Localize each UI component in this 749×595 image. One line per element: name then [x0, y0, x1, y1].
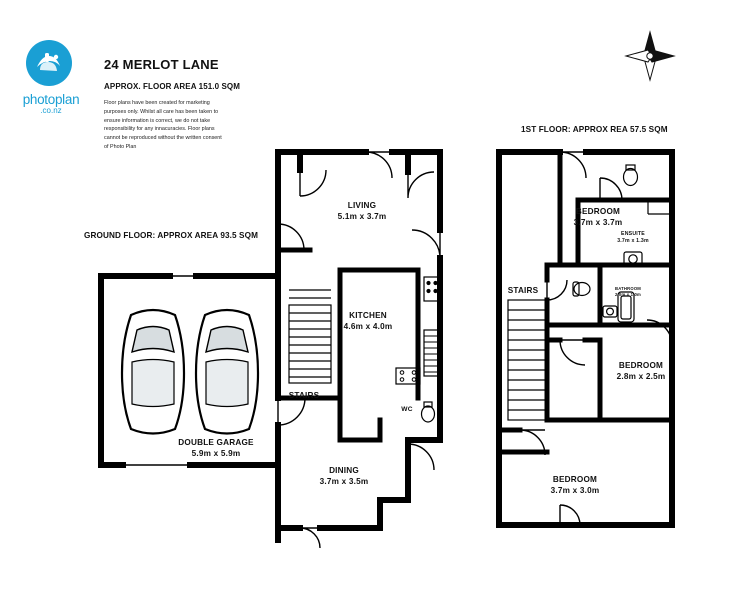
- room-name: DINING: [329, 466, 359, 475]
- room-label-bedroom-3: [520, 474, 630, 496]
- room-label-ensuite: [600, 231, 666, 245]
- room-name: WC: [401, 406, 413, 413]
- room-name: BATHROOM: [615, 286, 641, 291]
- car-icon-left: [122, 310, 184, 434]
- room-dims: 5.1m x 3.7m: [337, 212, 387, 222]
- room-dims: 5.9m x 5.9m: [191, 449, 241, 459]
- room-label-bedroom-1: [549, 206, 647, 228]
- ground-stairs-hatch: [289, 290, 331, 383]
- room-dims: 2.8m x 2.5m: [616, 372, 666, 382]
- disclaimer-text: Floor plans have been created for marketing purposes only. Whilst all care has been taken to ensure information is correct, we do not take responsibility for any innacuracies. Floor plans cannot be reproduced without the written consent of Photo Plan: [104, 100, 222, 150]
- room-dims: 3.7m x 3.7m: [573, 218, 623, 228]
- room-dims: 4.6m x 4.0m: [343, 322, 393, 332]
- logo-line1: photoplan: [22, 92, 80, 107]
- floor-area-subtitle: APPROX. FLOOR AREA 151.0 SQM: [104, 82, 241, 91]
- room-name: STAIRS: [507, 286, 539, 295]
- room-name: LIVING: [347, 201, 377, 210]
- room-label-kitchen: [330, 310, 406, 332]
- first-floor-label: 1ST FLOOR: APPROX REA 57.5 SQM: [521, 125, 668, 134]
- room-name: DOUBLE GARAGE: [178, 438, 254, 447]
- logo-line2: .co.nz: [40, 106, 62, 116]
- first-stairs-hatch: [508, 300, 548, 420]
- room-label-stairs-first: [496, 285, 550, 296]
- room-name: KITCHEN: [349, 311, 387, 320]
- room-label-garage: [152, 437, 280, 459]
- room-name: ENSUITE: [621, 231, 645, 237]
- room-label-dining: [300, 465, 388, 487]
- room-dims: 2.0m x 1.0m: [615, 291, 641, 297]
- page-title: 24 MERLOT LANE: [104, 57, 219, 72]
- room-label-wc: [390, 406, 424, 415]
- ground-floor-label: GROUND FLOOR: APPROX AREA 93.5 SQM: [84, 231, 258, 240]
- room-name: STAIRS: [288, 391, 320, 400]
- room-label-bedroom-2: [592, 360, 690, 382]
- car-icon-right: [196, 310, 258, 434]
- room-name: BEDROOM: [552, 475, 598, 484]
- room-label-stairs-ground: [276, 390, 332, 401]
- room-name: BEDROOM: [575, 207, 621, 216]
- room-dims: 3.7m x 1.3m: [617, 238, 649, 245]
- room-label-bathroom: [600, 286, 656, 297]
- room-dims: 3.7m x 3.0m: [550, 486, 600, 496]
- room-label-living: [316, 200, 408, 222]
- room-dims: 3.7m x 3.5m: [319, 477, 369, 487]
- room-name: BEDROOM: [618, 361, 664, 370]
